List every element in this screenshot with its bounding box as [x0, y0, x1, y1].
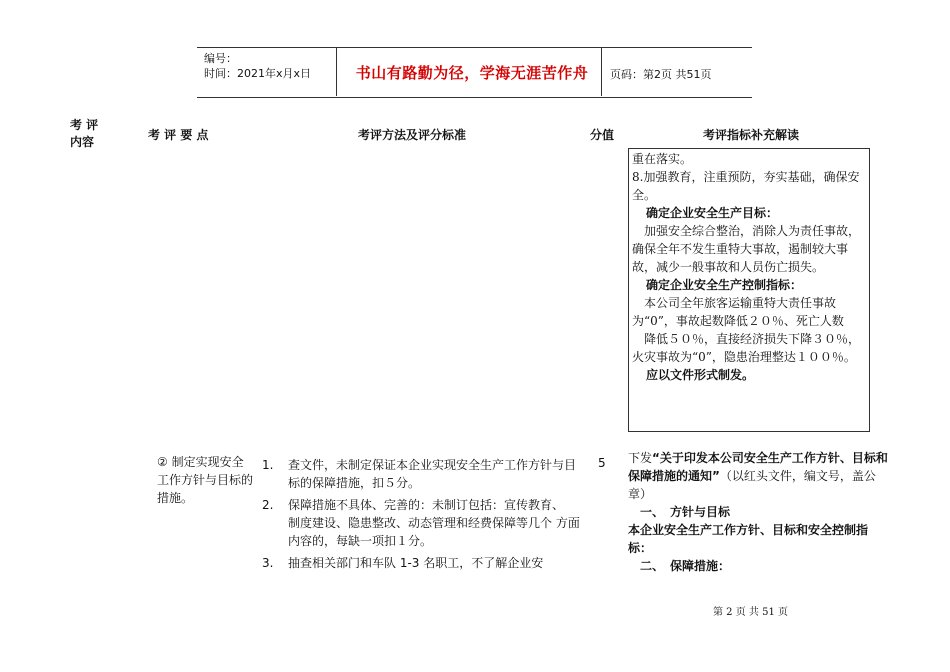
notes-box-text [632, 150, 868, 384]
notes-line: 降低５０％，直接经济损失下降３０％，火灾事故为“0”，隐患治理整达１００％。 [632, 332, 861, 364]
column-header-notes: 考评指标补充解读 [703, 128, 800, 142]
column-header-score: 分值 [590, 128, 615, 142]
notes-line: 本公司全年旅客运输重特大责任事故为“0”，事故起数降低２０％、死亡人数 [632, 296, 844, 328]
method-text: 抽查相关部门和车队 1-3 名职工，不了解企业安 [288, 556, 544, 570]
header-divider [336, 47, 337, 96]
header-page-info: 页码：第2页 共51页 [610, 68, 712, 81]
document-date: 时间：2021年x月x日 [204, 67, 312, 80]
header-motto: 书山有路勤为径，学海无涯苦作舟 [355, 64, 589, 82]
method-number: 3. [262, 556, 274, 570]
method-text: 查文件，未制定保证本企业实现安全生产工作方针与目标的保障措施，扣５分。 [288, 458, 577, 490]
column-header-key-points: 考 评 要 点 [148, 128, 209, 142]
notes-item: 二、 保障措施： [640, 559, 731, 573]
method-item [262, 496, 582, 550]
notes-item: 一、 方针与目标 [640, 505, 731, 519]
method-number: 2. [262, 498, 274, 512]
header-meta [204, 51, 311, 81]
method-list [262, 456, 582, 576]
notes-line: 8.加强教育，注重预防，夯实基础，确保安全。 [632, 170, 860, 202]
notes-item: 本企业安全生产工作方针、目标和安全控制指标： [628, 523, 869, 555]
page-footer: 第 2 页 共 51 页 [713, 607, 788, 618]
notes-line: 加强安全综合整治，消除人为责任事故，确保全年不发生重特大事故，遏制较大事故，减少一般事故和人员伤亡损失。 [632, 224, 861, 274]
method-number: 1. [262, 458, 274, 472]
notes-line: 重在落实。 [632, 152, 693, 166]
column-header-method: 考评方法及评分标准 [358, 128, 467, 142]
notes-line: 确定企业安全生产控制指标： [646, 278, 803, 292]
notes-intro: 下发“关于印发本公司安全生产工作方针、目标和保障措施的通知”（以红头文件，编文号，盖公章） [628, 451, 888, 501]
key-point: ② 制定实现安全工作方针与目标的措施。 [157, 455, 254, 505]
method-item [262, 554, 582, 572]
score-value: 5 [598, 456, 606, 470]
method-item [262, 456, 582, 492]
row-notes [628, 449, 890, 575]
notes-line: 应以文件形式制发。 [646, 368, 755, 382]
header-divider [601, 47, 602, 96]
column-header-content: 考 评 内容 [70, 118, 99, 149]
notes-line: 确定企业安全生产目标： [646, 206, 779, 220]
document-number: 编号： [204, 52, 237, 65]
method-text: 保障措施不具体、完善的：未制订包括：宣传教育、 制度建设、隐患整改、动态管理和经费保障等几个 方面内容的，每缺一项扣１分。 [288, 498, 583, 548]
